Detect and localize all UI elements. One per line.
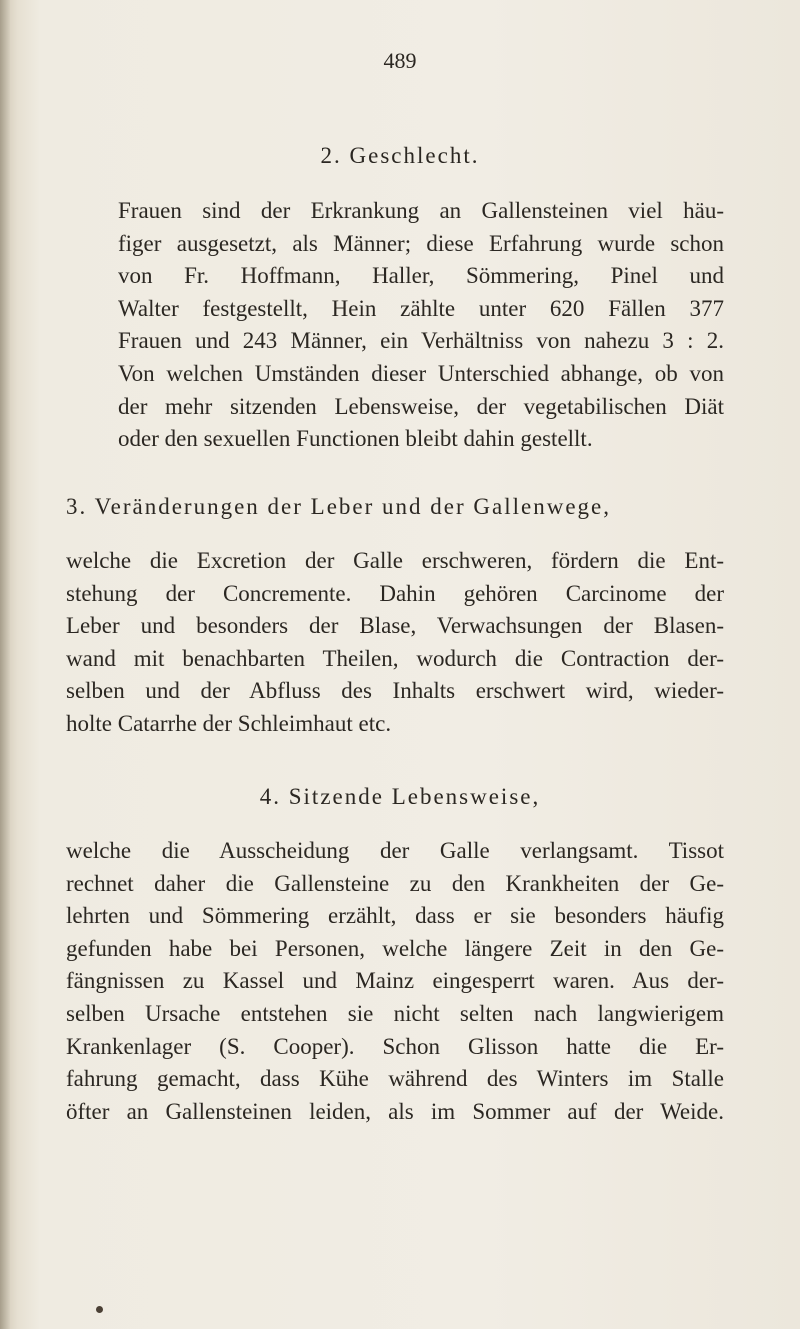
text-line: fängnissen zu Kassel und Mainz eingesperrt waren. Aus der- — [66, 968, 724, 994]
text-line: Frauen und 243 Männer, ein Verhältniss von nahezu 3 : 2. — [118, 328, 724, 354]
text-line: Leber und besonders der Blase, Verwachsungen der Blasen- — [66, 613, 724, 639]
section-heading-sitzende-lebensweise: 4. Sitzende Lebensweise, — [259, 784, 541, 809]
text-line: wand mit benachbarten Theilen, wodurch die Contraction der- — [66, 645, 724, 671]
section-heading-veraenderungen: 3. Veränderungen der Leber und der Gallenwege, — [66, 494, 611, 519]
text-line: Frauen sind der Erkrankung an Gallensteinen viel häu- — [118, 198, 724, 223]
paragraph-geschlecht — [66, 195, 724, 456]
text-line: holte Catarrhe der Schleimhaut etc. — [66, 710, 392, 736]
text-line: stehung der Concremente. Dahin gehören Carcinome der — [66, 580, 724, 606]
text-line: von Fr. Hoffmann, Haller, Sömmering, Pinel und — [118, 263, 724, 289]
book-spine-shadow — [0, 0, 10, 1329]
text-line: rechnet daher die Gallensteine zu den Krankheiten der Ge- — [66, 870, 724, 896]
text-line: welche die Excretion der Galle erschweren, fördern die Ent- — [66, 548, 724, 573]
paragraph-veraenderungen — [66, 545, 724, 741]
section-heading-geschlecht: 2. Geschlecht. — [320, 143, 480, 168]
text-line: welche die Ausscheidung der Galle verlangsamt. Tissot — [66, 838, 724, 863]
ink-spot — [96, 1306, 103, 1313]
text-line: selben und der Abfluss des Inhalts erschwert wird, wieder- — [66, 678, 724, 704]
text-line: selben Ursache entstehen sie nicht selten nach langwierigem — [66, 1000, 724, 1026]
text-line: oder den sexuellen Functionen bleibt dahin gestellt. — [118, 426, 593, 452]
text-line: fahrung gemacht, dass Kühe während des Winters im Stalle — [66, 1066, 724, 1092]
text-line: Krankenlager (S. Cooper). Schon Glisson hatte die Er- — [66, 1033, 724, 1059]
page-number: 489 — [383, 48, 417, 73]
text-line: gefunden habe bei Personen, welche längere Zeit in den Ge- — [66, 935, 724, 961]
text-line: der mehr sitzenden Lebensweise, der vegetabilischen Diät — [118, 393, 724, 419]
text-line: figer ausgesetzt, als Männer; diese Erfahrung wurde schon — [118, 230, 724, 256]
text-line: Von welchen Umständen dieser Unterschied abhange, ob von — [118, 360, 724, 386]
text-line: öfter an Gallensteinen leiden, als im Sommer auf der Weide. — [66, 1098, 724, 1124]
paragraph-sitzende-lebensweise — [66, 835, 724, 1128]
text-line: Walter festgestellt, Hein zählte unter 620 Fällen 377 — [118, 295, 724, 321]
text-line: lehrten und Sömmering erzählt, dass er sie besonders häufig — [66, 903, 724, 929]
